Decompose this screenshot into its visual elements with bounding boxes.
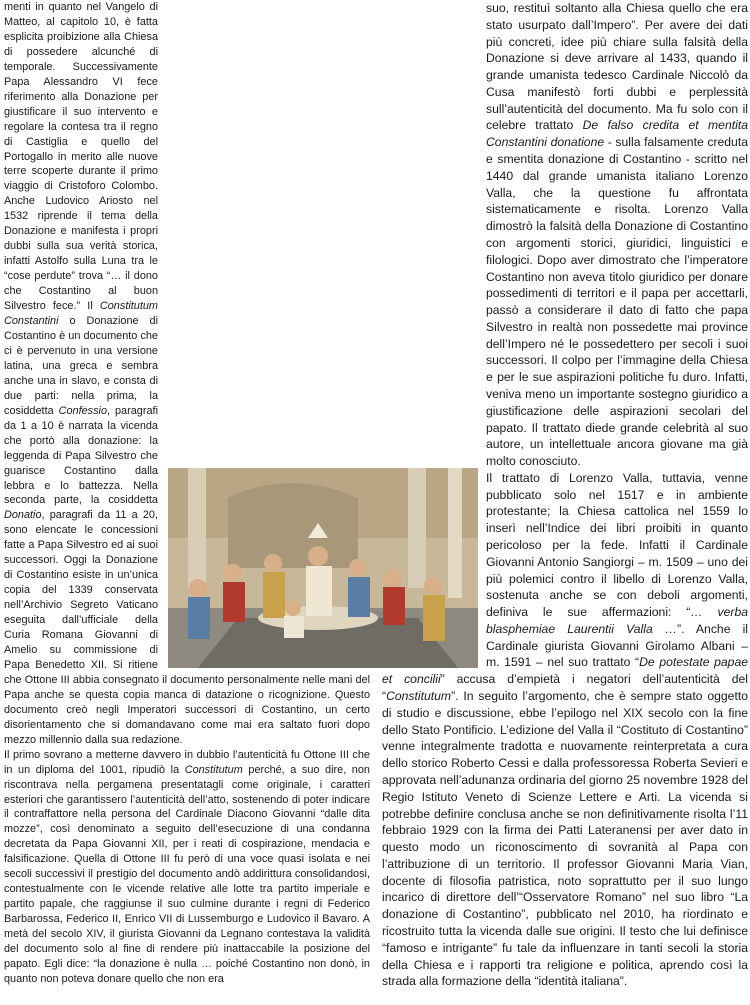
fresco-illustration [168,468,478,668]
fresco-image [168,468,478,668]
right-paragraph-2-text: ”. In seguito l’argomento, che è sempre stato oggetto di studio e discussione, ebbe l’epilogo nel XIX secolo con la fine dello Stato Pontificio. L’edizione del Valla il “Costituto di Costantino” venne integralmente tradotta e nuovamente reinterpretata a cura dello storico Roberto Cessi e dalla professoressa Roberta Sevieri e approvata nell’adunanza ordinaria del giorno 25 novembre 1928 del Regio Istituto Veneto di Scienze Lettere e Arti. La vicenda si potrebbe definire conclusa anche se non definitivamente risolta l’11 febbraio 1929 con la firma dei Patti Lateranensi per aver dato in questo modo un riconoscimento di sovranità al Papa con l’attribuzione di un territorio. Il professor Giovanni Maria Vian, docente di filosofia patristica, noto soprattutto per il suo lungo incarico di direttore dell’“Osservatore Romano” nel suo libro “La donazione di Costantino”, pubblicato nel 2010, ha riordinato e ricostruito tutta la vicenda dalle sue origini. Il testo che lui definisce “famoso e intrigante” fu tale da influenzare in tanti secoli la storia della Chiesa e i rapporti tra religione e politica, aprendo così la strada alla formazione della “identità italiana”. [382,689,748,989]
right-paragraph-2-text: ”. Anche il Cardinale giurista Giovanni Girolamo Albani – m. 1591 – nel suo trattato “ [486,621,748,670]
left-paragraph-2-italic: Constitutum [184,763,243,776]
right-paragraph-2-text: Il trattato di Lorenzo Valla, tuttavia, venne pubblicato solo nel 1517 e in ambiente protestante; la Chiesa cattolica nel 1559 lo inserì nell’Indice dei libri proibiti in quanto pericoloso per la fede. Infatti il Cardinale Giovanni Antonio Sangiorgi – m. 1509 – uno dei più polemici contro il libello di Lorenzo Valla, sostenuta anche se con deboli argomenti, definiva le sue affermazioni: “ [486,470,748,620]
left-paragraph-1: menti in quanto nel Vangelo di Matteo, al capitolo 10, è fatta esplicita proibizione alla Chiesa di possedere alcunché di temporale. Successivamente Papa Alessandro VI fece riferimento alla Donazione per giustificare il suo intervento e regolare la contesa tra il regno di Castiglia e quello del Portogallo in merito alle nuove terre scoperte durante il primo viaggio di Cristoforo Colombo. Anche Ludovico Ariosto nel 1532 riprende il tema della Donazione e manifesta i propri dubbi sulla sua verità storica, infatti Astolfo sulla Luna tra le “cose perdute” trova “… il dono che Costantino al buon Silvestro fece.” Il Constitutum Constantini o Donazione di Costantino è un documento che ci è pervenuto in una versione latina, una greca e sembra anche una in slavo, e consta di due parti: nella prima, la cosiddetta Confessio, paragrafi da 1 a 10 è narrata la vicenda che portò alla donazione: la leggenda di Papa Silvestro che guarisce Costantino dalla lebbra e lo battezza. Nella seconda parte, la cosiddetta Donatio, paragrafi da 11 a 20, sono elencate le concessioni fatte a Papa Silvestro ed ai suoi successori. Oggi la Donazione di Costantino esiste in un’unica copia del 1339 conservata nell’Archivio Segreto Vaticano eseguita dall’ufficiale della Curia Romana Giovanni di Amelio su commissione di Papa Benedetto XII. Si ritiene che Ottone III abbia consegnato il documento personalmente nelle mani del Papa anche se questa copia manca di datazione o ricognizione. Questo documento creò negli Imperatori successori di Costantino, un certo disorientamento che si domandavano come mai era saltato fuori dopo mezzo millennio dalla sua redazione. [4,1,370,746]
left-paragraph-2-text: Il primo sovrano a metterne davvero in dubbio l’autenticità fu Ottone III che in un diploma del 1001, ripudiò la [4,748,370,776]
right-paragraph-2-text: ” accusa d’empietà i negatori dell’autenticità del “ [382,672,748,704]
left-paragraph-2 [4,748,370,987]
right-paragraph-2-italic: De potestate papae et concilii [382,655,748,687]
right-paragraph-2-italic: Constitutum [386,689,452,704]
left-paragraph-2-text-rest: perché, a suo dire, non riscontrava nella pergamena presentatagli come originale, i caratteri esteriori che garantissero l’autenticità dell’atto, sostenendo di poter indicare il contraffattore nella persona del Cardinale Diacono Giovanni “dalle dita mozze”, così denominato a seguito dell’esecuzione di una condanna decretata da Papa Giovanni XII, per i reati di cospirazione, mendacia e falsificazione. Quella di Ottone III fu però di una voce quasi isolata e nei secoli successivi il prestigio del documento andò addirittura consolidandosi, contestualmente con le vicende relative alle lotte tra partito imperiale e partito papale, che raggiunse il suo culmine durante i regni di Federico Barbarossa, Federico II, Enrico VII di Lussemburgo e Ludovico il Bavaro. A metà del secolo XIV, il giurista Giovanni da Legnano contestava la validità del documento solo al fine di rendere più inattaccabile la posizione del papato. Egli dice: “la donazione è nulla … poiché Costantino non donò, in quanto non poteva donare quello che non era [4,763,370,985]
right-paragraph-1: suo, restituì soltanto alla Chiesa quello che era stato usurpato dall’Impero”. Per avere dei dati più concreti, idee più chiare sulla falsità della Donazione si deve arrivare al 1433, quando il grande umanista tedesco Cardinale Niccolò da Cusa manifestò forti dubbi e perplessità sull’autenticità del documento. Ma fu solo con il celebre trattato De falso credita et mentita Constantini donatione - sulla falsamente creduta e smentita donazione di Costantino - scritto nel 1440 dal grande umanista italiano Lorenzo Valla, che la questione fu affrontata sistematicamente e risolta. Lorenzo Valla dimostrò la falsità della Donazione di Costantino con argomenti storici, giuridici, linguistici e filologici. Dopo aver dimostrato che l’imperatore Costantino non aveva titolo giuridico per donare possedimenti di territori e il papa per accettarli, passò a considerare il dato di fatto che papa Silvestro in realtà non possedette mai province dell’Impero né le possedettero per secoli i suoi successori. Il colpo per l’immagine della Chiesa e per le sue aspirazioni politiche fu duro. Infatti, veniva meno un importante sostegno giuridico a giustificazione delle aspirazioni secolari del papato. Il trattato diede grande celebrità al suo autore, un intellettuale ancora giovane ma già molto conosciuto. [382,0,748,470]
right-paragraph-2-italic: … verba blasphemiae Laurentii Valla … [486,605,749,636]
